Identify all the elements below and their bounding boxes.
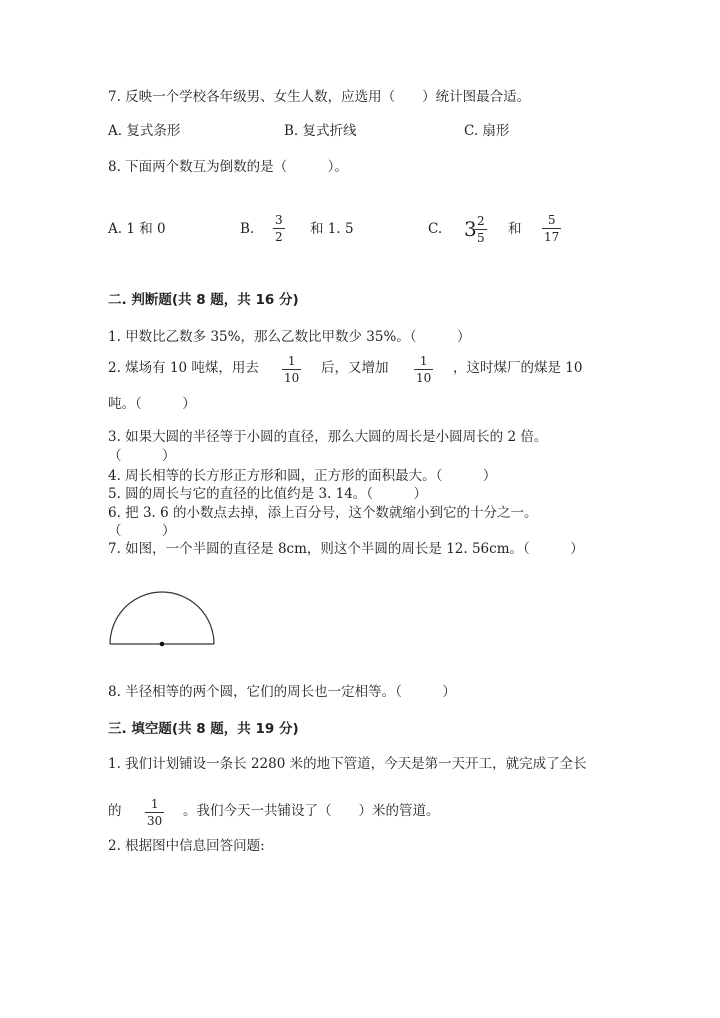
judge-item-2-part2: 后，又增加	[321, 360, 389, 376]
judge-item-7: 7. 如图，一个半圆的直径是 8cm，则这个半圆的周长是 12. 56cm。（ ）	[108, 541, 584, 557]
fill-item-1-fraction	[145, 798, 164, 827]
fraction-denominator: 30	[147, 814, 163, 828]
judge-item-2-fraction2	[414, 355, 433, 384]
fraction-numerator: 2	[477, 214, 485, 228]
fraction-denominator: 10	[416, 371, 432, 385]
fraction-numerator: 3	[275, 213, 283, 227]
judge-item-8: 8. 半径相等的两个圆，它们的周长也一定相等。（ ）	[108, 684, 456, 700]
judge-item-6-line2: （ ）	[108, 523, 176, 539]
fill-item-1-post: 。我们今天一共铺设了（ ）米的管道。	[183, 803, 440, 819]
semicircle-arc	[110, 592, 214, 644]
judge-item-2-part1: 2. 煤场有 10 吨煤，用去	[108, 360, 259, 376]
fraction-numerator: 5	[547, 213, 556, 227]
semicircle-center-dot	[160, 642, 165, 647]
q8-option-c-whole: 3	[464, 217, 477, 241]
q7-option-a: A. 复式条形	[108, 123, 181, 139]
fraction-denominator: 10	[284, 371, 300, 385]
q8-option-a: A. 1 和 0	[108, 221, 166, 237]
semicircle-figure	[104, 588, 220, 650]
fill-item-1-pre: 的	[108, 803, 122, 819]
fraction-numerator: 1	[419, 354, 428, 368]
q8-option-b-fraction	[273, 214, 285, 243]
q8-stem: 8. 下面两个数互为倒数的是（ ）。	[108, 159, 348, 175]
q8-option-c-fraction2	[542, 214, 561, 243]
q7-stem: 7. 反映一个学校各年级男、女生人数，应选用（ ）统计图最合适。	[108, 89, 531, 105]
judge-item-2-part3: ，这时煤厂的煤是 10	[453, 360, 583, 376]
q7-option-c: C. 扇形	[464, 123, 510, 139]
judge-item-4: 4. 周长相等的长方形正方形和圆，正方形的面积最大。（ ）	[108, 468, 497, 484]
judge-item-5: 5. 圆的周长与它的直径的比值约是 3. 14。（ ）	[108, 486, 428, 502]
q8-option-c-label: C.	[428, 221, 443, 237]
fill-item-1-line1: 1. 我们计划铺设一条长 2280 米的地下管道，今天是第一天开工，就完成了全长	[108, 756, 587, 772]
judge-item-2-fraction1	[282, 355, 301, 384]
judge-item-6-line1: 6. 把 3. 6 的小数点去掉，添上百分号，这个数就缩小到它的十分之一。	[108, 505, 538, 521]
q7-option-b: B. 复式折线	[284, 123, 357, 139]
fraction-numerator: 1	[287, 354, 296, 368]
judge-item-2-line2: 吨。（ ）	[108, 396, 196, 412]
q8-option-c-and: 和	[508, 221, 522, 237]
fraction-numerator: 1	[150, 797, 159, 811]
q8-option-c-fraction	[475, 215, 487, 244]
judge-item-1: 1. 甲数比乙数多 35%，那么乙数比甲数少 35%。（ ）	[108, 329, 471, 345]
q8-option-b-tail: 和 1. 5	[310, 221, 354, 237]
section3-heading: 三. 填空题(共 8 题，共 19 分)	[108, 721, 299, 737]
judge-item-3-line1: 3. 如果大圆的半径等于小圆的直径，那么大圆的周长是小圆周长的 2 倍。	[108, 429, 548, 445]
fraction-denominator: 2	[275, 230, 283, 244]
q8-option-b-label: B.	[240, 221, 255, 237]
fraction-denominator: 5	[477, 231, 485, 245]
fill-item-2: 2. 根据图中信息回答问题:	[108, 838, 265, 854]
judge-item-3-line2: （ ）	[108, 448, 176, 464]
section2-heading: 二. 判断题(共 8 题，共 16 分)	[108, 292, 299, 308]
fraction-denominator: 17	[544, 230, 560, 244]
